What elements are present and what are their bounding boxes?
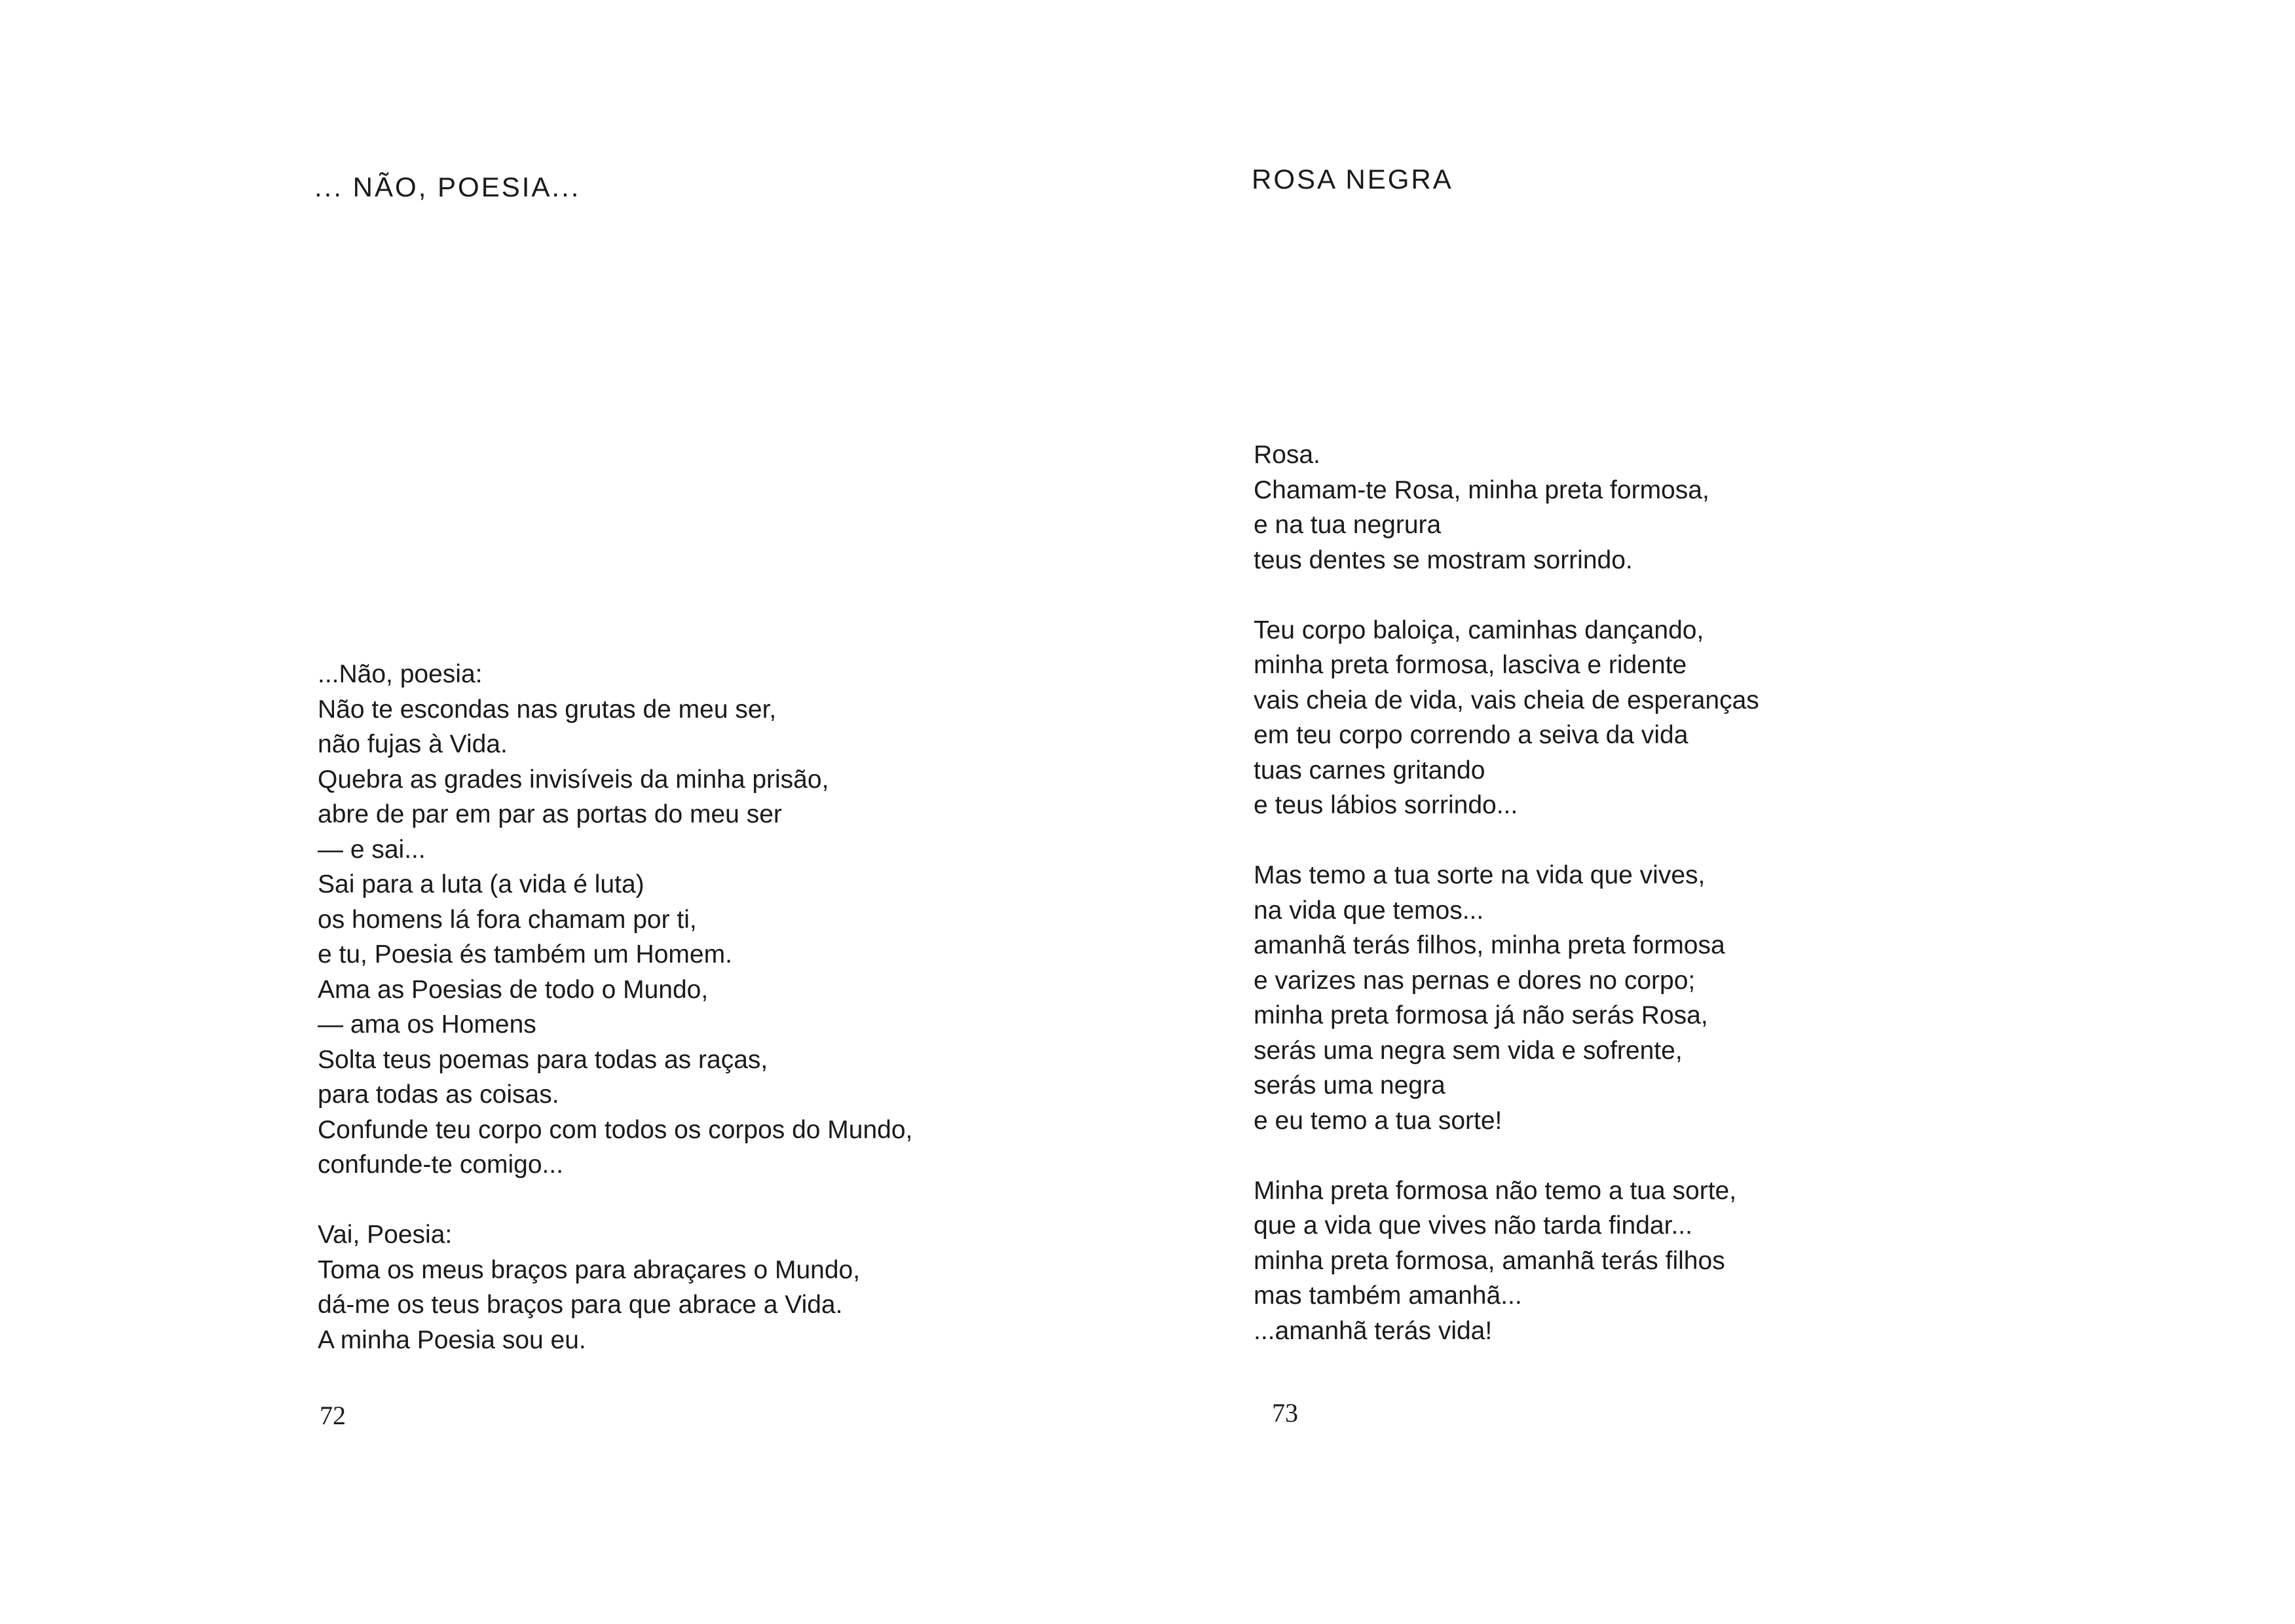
poem-line: tuas carnes gritando <box>1254 756 1485 784</box>
page-number: 73 <box>1272 1398 1298 1428</box>
poem-line: confunde-te comigo... <box>318 1151 564 1179</box>
poem-line: minha preta formosa, lasciva e ridente <box>1254 651 1687 679</box>
poem-line: minha preta formosa, amanhã terás filhos <box>1254 1246 1725 1275</box>
poem-line: para todas as coisas. <box>318 1080 559 1109</box>
poem-line: na vida que temos... <box>1254 896 1484 925</box>
stanza <box>1254 858 2072 1138</box>
poem-line: Ama as Poesias de todo o Mundo, <box>318 975 709 1004</box>
poem-title: ROSA NEGRA <box>1252 164 1453 194</box>
poem-line: Não te escondas nas grutas de meu ser, <box>318 695 777 724</box>
poem-line: Quebra as grades invisíveis da minha prisão, <box>318 765 829 794</box>
stanza <box>1254 613 2072 823</box>
poem-line: Vai, Poesia: <box>318 1221 453 1249</box>
poem-line: vais cheia de vida, vais cheia de esperanças <box>1254 686 1759 714</box>
poem-line: minha preta formosa já não serás Rosa, <box>1254 1001 1708 1029</box>
poem-line: serás uma negra sem vida e sofrente, <box>1254 1036 1683 1065</box>
poem-line: Chamam-te Rosa, minha preta formosa, <box>1254 475 1709 504</box>
right-page <box>1148 0 2295 1624</box>
poem-line: Sai para a luta (a vida é luta) <box>318 870 644 898</box>
poem-line: serás uma negra <box>1254 1071 1446 1099</box>
poem-line: Rosa. <box>1254 441 1320 469</box>
poem-line: dá-me os teus braços para que abrace a Vida. <box>318 1291 843 1319</box>
poem-line: — ama os Homens <box>318 1010 536 1039</box>
poem-line: em teu corpo correndo a seiva da vida <box>1254 721 1689 749</box>
poem-line: Minha preta formosa não temo a tua sorte, <box>1254 1176 1737 1205</box>
stanza <box>1254 437 2072 578</box>
poem-line: A minha Poesia sou eu. <box>318 1325 586 1354</box>
poem-line: que a vida que vives não tarda findar... <box>1254 1211 1692 1240</box>
poem-line: Confunde teu corpo com todos os corpos do Mundo, <box>318 1115 913 1144</box>
poem-title: ... NÃO, POESIA... <box>314 172 581 202</box>
poem-line: — e sai... <box>318 835 426 864</box>
stanza <box>1254 1173 2072 1349</box>
poem-body <box>1254 437 2072 1348</box>
poem-line: Toma os meus braços para abraçares o Mundo, <box>318 1255 861 1284</box>
poem-line: amanhã terás filhos, minha preta formosa <box>1254 931 1725 959</box>
poem-line: e teus lábios sorrindo... <box>1254 791 1518 819</box>
poem-line: mas também amanhã... <box>1254 1282 1522 1310</box>
stanza <box>318 1217 1071 1357</box>
poem-line: ...Não, poesia: <box>318 660 483 688</box>
poem-line: Solta teus poemas para todas as raças, <box>318 1045 768 1074</box>
poem-line: abre de par em par as portas do meu ser <box>318 800 782 828</box>
stanza <box>318 657 1071 1183</box>
poem-line: e varizes nas pernas e dores no corpo; <box>1254 966 1696 995</box>
poem-line: e na tua negrura <box>1254 511 1442 539</box>
poem-line: os homens lá fora chamam por ti, <box>318 905 697 934</box>
poem-line: teus dentes se mostram sorrindo. <box>1254 545 1633 574</box>
poem-line: ...amanhã terás vida! <box>1254 1316 1493 1345</box>
page-number: 72 <box>320 1401 346 1430</box>
poem-line: e eu temo a tua sorte! <box>1254 1106 1502 1135</box>
poem-line: não fujas à Vida. <box>318 730 508 758</box>
poem-line: Teu corpo baloiça, caminhas dançando, <box>1254 616 1704 644</box>
poem-line: e tu, Poesia és também um Homem. <box>318 940 732 969</box>
poem-body <box>318 657 1071 1357</box>
poem-line: Mas temo a tua sorte na vida que vives, <box>1254 861 1706 889</box>
